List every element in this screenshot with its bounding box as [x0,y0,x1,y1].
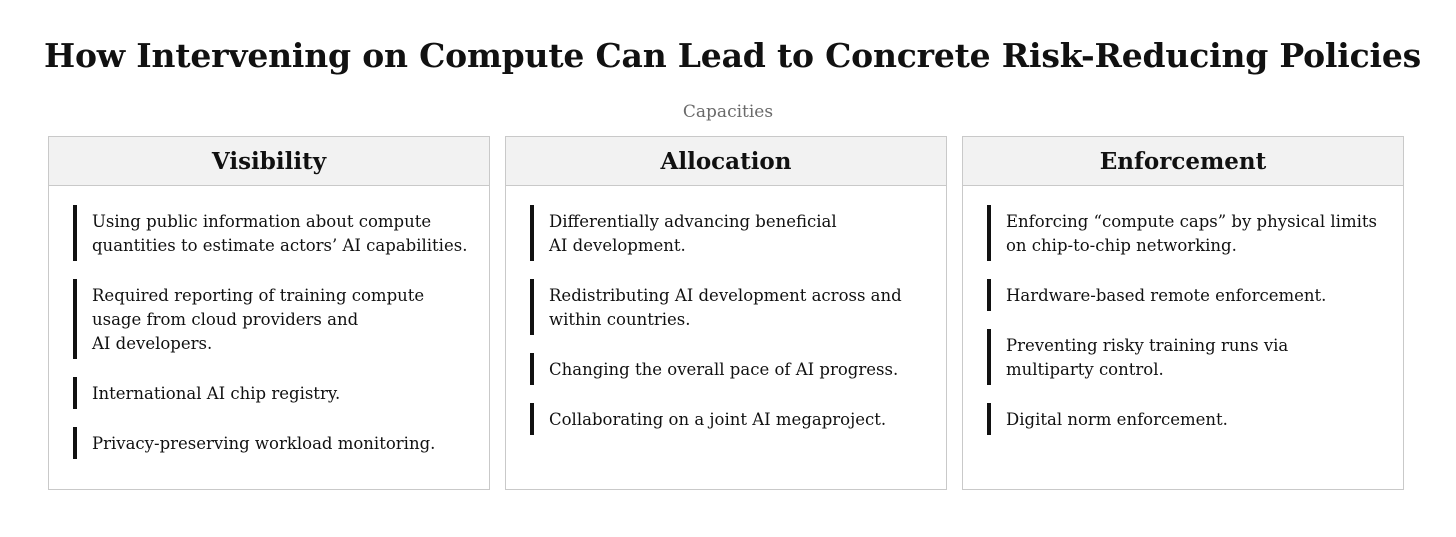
column-enforcement [962,136,1404,490]
policy-list-enforcement [963,186,1403,435]
policy-item: Digital norm enforcement. [987,403,1403,435]
policy-item: Using public information about compute quantities to estimate actors’ AI capabilities. [73,205,489,261]
policy-item: Differentially advancing beneficial AI development. [530,205,946,261]
capacities-columns [48,136,1404,490]
policy-item: Hardware-based remote enforcement. [987,279,1403,311]
policy-list-visibility [49,186,489,459]
capacities-label: Capacities [682,102,774,122]
column-visibility [48,136,490,490]
column-header-allocation: Allocation [506,137,946,186]
column-allocation [505,136,947,490]
policy-list-allocation [506,186,946,435]
policy-item: Enforcing “compute caps” by physical limits on chip-to-chip networking. [987,205,1403,261]
policy-item: Collaborating on a joint AI megaproject. [530,403,946,435]
policy-item: Preventing risky training runs via multiparty control. [987,329,1403,385]
column-header-visibility: Visibility [49,137,489,186]
column-header-enforcement: Enforcement [963,137,1403,186]
policy-item: Changing the overall pace of AI progress. [530,353,946,385]
policy-item: Privacy-preserving workload monitoring. [73,427,489,459]
diagram-title: How Intervening on Compute Can Lead to Concrete Risk-Reducing Policies [44,36,1422,75]
policy-item: Required reporting of training compute usage from cloud providers and AI developers. [73,279,489,359]
policy-item: Redistributing AI development across and within countries. [530,279,946,335]
policy-item: International AI chip registry. [73,377,489,409]
